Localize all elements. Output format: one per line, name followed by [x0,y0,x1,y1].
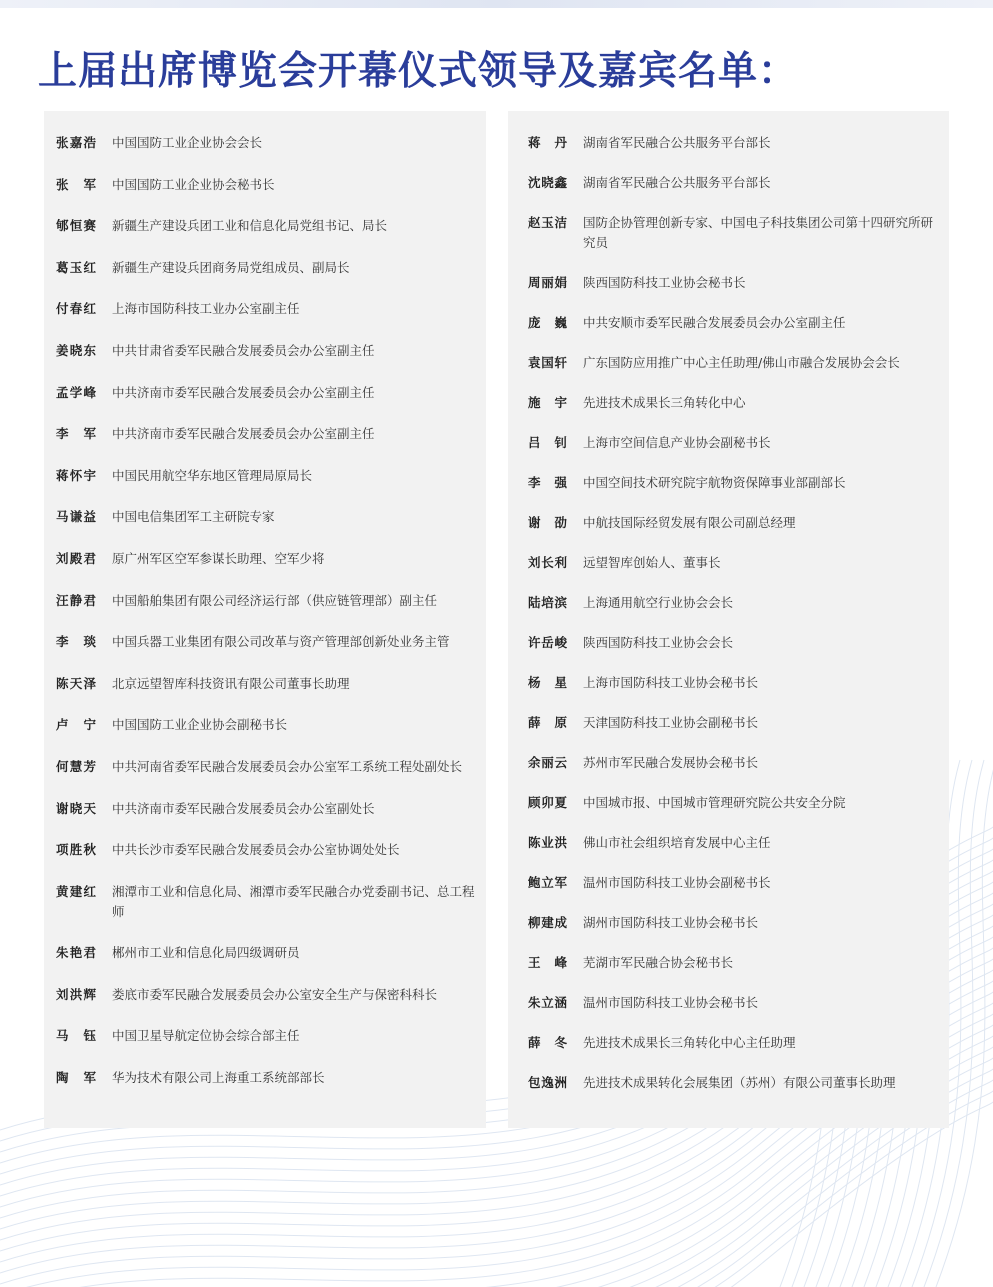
guest-row [56,133,486,153]
guest-name: 陶 军 [56,1070,96,1086]
guest-name: 葛玉红 [56,259,96,275]
guest-name: 鲍立军 [528,875,567,890]
guest-name: 姜晓东 [56,342,96,358]
guest-name: 朱立涵 [528,995,567,1010]
guest-title: 湖南省军民融合公共服务平台部长 [583,135,771,150]
guest-row [56,466,486,486]
guest-title: 中国电信集团军工主研院专家 [112,509,275,525]
guest-title: 远望智库创始人、董事长 [583,555,721,570]
guest-row [56,383,486,403]
guest-title: 先进技术成果长三角转化中心 [583,395,746,410]
guest-title: 中共河南省委军民融合发展委员会办公室军工系统工程处副处长 [112,758,463,774]
guest-title: 中国民用航空华东地区管理局原局长 [112,467,313,483]
guest-title: 上海市国防科技工业办公室副主任 [112,301,300,317]
guest-name: 马 钰 [56,1028,96,1044]
guest-name: 孟学峰 [56,384,96,400]
guest-title: 芜湖市军民融合协会秘书长 [583,955,734,970]
guest-row [56,799,486,819]
guest-row [528,173,937,193]
guest-row [56,943,486,963]
guest-row [528,393,937,413]
guest-name: 庞 巍 [528,315,567,330]
guest-title: 国防企协管理创新专家、中国电子科技集团公司第十四研究所研究员 [583,215,934,250]
guest-name: 蒋 丹 [528,135,567,150]
guest-title: 陕西国防科技工业协会秘书长 [583,275,746,290]
guest-row [528,513,937,533]
guest-title: 湘潭市工业和信息化局、湘潭市委军民融合办党委副书记、总工程师 [112,883,475,919]
guest-title: 中国城市报、中国城市管理研究院公共安全分院 [583,795,846,810]
top-decorative-strip [0,0,993,8]
guest-row [528,993,937,1013]
right-guest-list [508,111,949,1128]
guest-title: 陕西国防科技工业协会会长 [583,635,734,650]
guest-row [56,674,486,694]
left-guest-list [44,111,486,1128]
guest-row [56,1068,486,1088]
guest-row [56,175,486,195]
guest-title: 中国空间技术研究院宇航物资保障事业部副部长 [583,475,846,490]
guest-row [528,213,937,253]
guest-name: 陈业洪 [528,835,567,850]
guest-name: 卢 宁 [56,717,96,733]
guest-row [56,424,486,444]
guest-name: 谢 劭 [528,515,567,530]
guest-row [528,713,937,733]
guest-title: 湖州市国防科技工业协会秘书长 [583,915,759,930]
guest-title: 佛山市社会组织培育发展中心主任 [583,835,771,850]
guest-name: 何慧芳 [56,758,96,774]
guest-title: 华为技术有限公司上海重工系统部部长 [112,1070,325,1086]
guest-name: 袁国轩 [528,355,567,370]
guest-name: 许岳峻 [528,635,567,650]
guest-row [56,1026,486,1046]
guest-row [528,913,937,933]
guest-name: 赵玉洁 [528,215,567,230]
guest-row [56,507,486,527]
guest-row [56,591,486,611]
guest-title: 中国兵器工业集团有限公司改革与资产管理部创新处业务主管 [112,634,450,650]
guest-name: 施 宇 [528,395,567,410]
guest-row [528,473,937,493]
guest-name: 王 峰 [528,955,567,970]
guest-title: 中共济南市委军民融合发展委员会办公室副处长 [112,800,375,816]
page-title: 上届出席博览会开幕仪式领导及嘉宾名单： [38,49,799,94]
guest-name: 顾卯夏 [528,795,567,810]
guest-row [56,341,486,361]
guest-name: 付春红 [56,301,96,317]
guest-title: 温州市国防科技工业协会副秘书长 [583,875,771,890]
guest-name: 黄建红 [56,883,96,899]
guest-name: 余丽云 [528,755,567,770]
guest-name: 周丽娟 [528,275,567,290]
guest-row [528,873,937,893]
guest-name: 陈天泽 [56,675,96,691]
guest-title: 中共济南市委军民融合发展委员会办公室副主任 [112,384,375,400]
guest-row [56,840,486,860]
guest-row [528,353,937,373]
guest-name: 陆培滨 [528,595,567,610]
guest-title: 北京远望智库科技资讯有限公司董事长助理 [112,675,350,691]
guest-name: 汪静君 [56,592,96,608]
guest-title: 郴州市工业和信息化局四级调研员 [112,945,300,961]
guest-name: 柳建成 [528,915,567,930]
guest-title: 原广州军区空军参谋长助理、空军少将 [112,550,325,566]
guest-row [56,299,486,319]
guest-title: 广东国防应用推广中心主任助理/佛山市融合发展协会会长 [583,355,900,370]
guest-title: 中航技国际经贸发展有限公司副总经理 [583,515,796,530]
guest-row [528,793,937,813]
guest-title: 先进技术成果长三角转化中心主任助理 [583,1035,796,1050]
guest-name: 沈晓鑫 [528,175,567,190]
guest-title: 新疆生产建设兵团商务局党组成员、副局长 [112,259,350,275]
guest-row [528,433,937,453]
guest-row [528,673,937,693]
guest-name: 项胜秋 [56,842,96,858]
guest-title: 中共安顺市委军民融合发展委员会办公室副主任 [583,315,846,330]
guest-row [56,216,486,236]
guest-name: 张嘉浩 [56,135,96,150]
guest-name: 谢晓天 [56,800,96,816]
guest-title: 中共长沙市委军民融合发展委员会办公室协调处处长 [112,842,400,858]
guest-row [56,757,486,777]
guest-name: 李 军 [56,426,96,442]
guest-title: 上海通用航空行业协会会长 [583,595,734,610]
guest-name: 李 强 [528,475,567,490]
guest-name: 马谦益 [56,509,96,525]
guest-name: 薛 冬 [528,1035,567,1050]
guest-name: 刘殿君 [56,550,96,566]
guest-row [528,833,937,853]
guest-row [528,313,937,333]
guest-row [528,1033,937,1053]
guest-name: 薛 原 [528,715,567,730]
guest-title: 中共甘肃省委军民融合发展委员会办公室副主任 [112,342,375,358]
guest-title: 中国国防工业企业协会副秘书长 [112,717,288,733]
guest-row [56,985,486,1005]
guest-title: 中国卫星导航定位协会综合部主任 [112,1028,300,1044]
guest-title: 娄底市委军民融合发展委员会办公室安全生产与保密科科长 [112,986,438,1002]
guest-title: 天津国防科技工业协会副秘书长 [583,715,759,730]
guest-title: 中国国防工业企业协会秘书长 [112,176,275,192]
guest-title: 温州市国防科技工业协会秘书长 [583,995,759,1010]
guest-row [528,133,937,153]
guest-title: 苏州市军民融合发展协会秘书长 [583,755,759,770]
guest-title: 上海市空间信息产业协会副秘书长 [583,435,771,450]
guest-row [56,258,486,278]
guest-row [56,632,486,652]
guest-title: 中国国防工业企业协会会长 [112,135,263,150]
guest-title: 新疆生产建设兵团工业和信息化局党组书记、局长 [112,218,388,234]
guest-row [528,753,937,773]
guest-row [56,715,486,735]
guest-title: 中共济南市委军民融合发展委员会办公室副主任 [112,426,375,442]
guest-name: 郇恒赛 [56,218,96,234]
guest-name: 李 琰 [56,634,96,650]
guest-name: 蒋怀宇 [56,467,96,483]
guest-row [56,882,486,922]
guest-name: 朱艳君 [56,945,96,961]
guest-title: 湖南省军民融合公共服务平台部长 [583,175,771,190]
guest-name: 包逸洲 [528,1075,567,1090]
guest-name: 杨 星 [528,675,567,690]
guest-name: 吕 钊 [528,435,567,450]
guest-row [528,633,937,653]
guest-name: 张 军 [56,176,96,192]
guest-title: 中国船舶集团有限公司经济运行部（供应链管理部）副主任 [112,592,438,608]
guest-title: 先进技术成果转化会展集团（苏州）有限公司董事长助理 [583,1075,896,1090]
guest-row [528,553,937,573]
guest-name: 刘洪辉 [56,986,96,1002]
guest-row [528,273,937,293]
guest-row [56,549,486,569]
guest-name: 刘长利 [528,555,567,570]
guest-row [528,593,937,613]
guest-row [528,953,937,973]
guest-title: 上海市国防科技工业协会秘书长 [583,675,759,690]
guest-row [528,1073,937,1093]
